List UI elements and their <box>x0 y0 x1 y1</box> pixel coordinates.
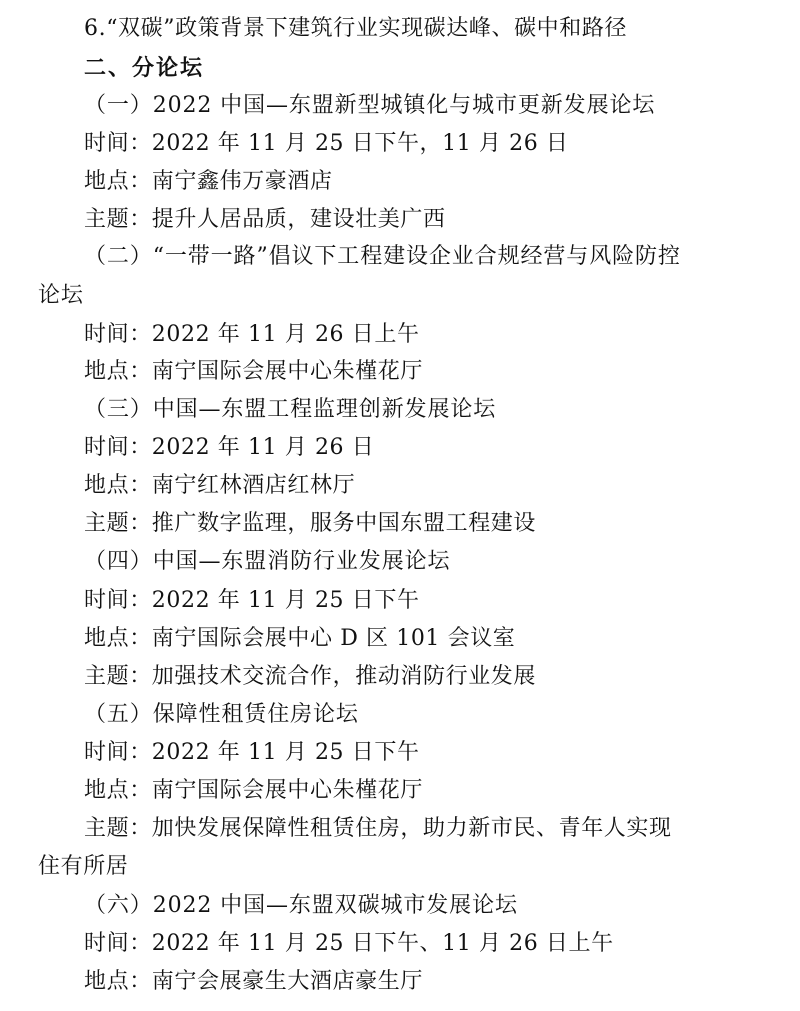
forum-2-time: 时间：2022 年 11 月 26 日上午 <box>84 322 420 347</box>
agenda-item-6: 6.“双碳”政策背景下建筑行业实现碳达峰、碳中和路径 <box>84 16 628 41</box>
forum-3-theme: 主题：推广数字监理，服务中国东盟工程建设 <box>84 511 537 536</box>
forum-3-title: （三）中国—东盟工程监理创新发展论坛 <box>84 397 497 422</box>
forum-4-time: 时间：2022 年 11 月 25 日下午 <box>84 588 420 613</box>
forum-2-venue: 地点：南宁国际会展中心朱槿花厅 <box>84 359 424 384</box>
forum-4-title: （四）中国—东盟消防行业发展论坛 <box>84 549 451 574</box>
forum-3-time: 时间：2022 年 11 月 26 日 <box>84 435 375 460</box>
forum-5-title: （五）保障性租赁住房论坛 <box>84 702 359 727</box>
forum-3-venue: 地点：南宁红林酒店红林厅 <box>84 473 356 498</box>
forum-5-theme-continued: 住有所居 <box>38 854 129 879</box>
forum-1-title: （一）2022 中国—东盟新型城镇化与城市更新发展论坛 <box>84 93 656 118</box>
forum-5-theme: 主题：加快发展保障性租赁住房，助力新市民、青年人实现 <box>84 816 672 841</box>
forum-5-venue: 地点：南宁国际会展中心朱槿花厅 <box>84 778 424 803</box>
forum-6-venue: 地点：南宁会展豪生大酒店豪生厅 <box>84 969 424 994</box>
forum-5-time: 时间：2022 年 11 月 25 日下午 <box>84 740 420 765</box>
section-heading: 二、分论坛 <box>84 55 205 81</box>
forum-6-time: 时间：2022 年 11 月 25 日下午、11 月 26 日上午 <box>84 931 614 956</box>
forum-4-venue: 地点：南宁国际会展中心 D 区 101 会议室 <box>84 626 516 651</box>
forum-1-venue: 地点：南宁鑫伟万豪酒店 <box>84 169 333 194</box>
forum-4-theme: 主题：加强技术交流合作，推动消防行业发展 <box>84 664 537 689</box>
forum-2-title-continued: 论坛 <box>38 283 84 308</box>
forum-1-theme: 主题：提升人居品质，建设壮美广西 <box>84 207 446 232</box>
forum-2-title: （二）“一带一路”倡议下工程建设企业合规经营与风险防控 <box>84 244 681 269</box>
forum-1-time: 时间：2022 年 11 月 25 日下午，11 月 26 日 <box>84 131 569 156</box>
forum-6-title: （六）2022 中国—东盟双碳城市发展论坛 <box>84 893 518 918</box>
